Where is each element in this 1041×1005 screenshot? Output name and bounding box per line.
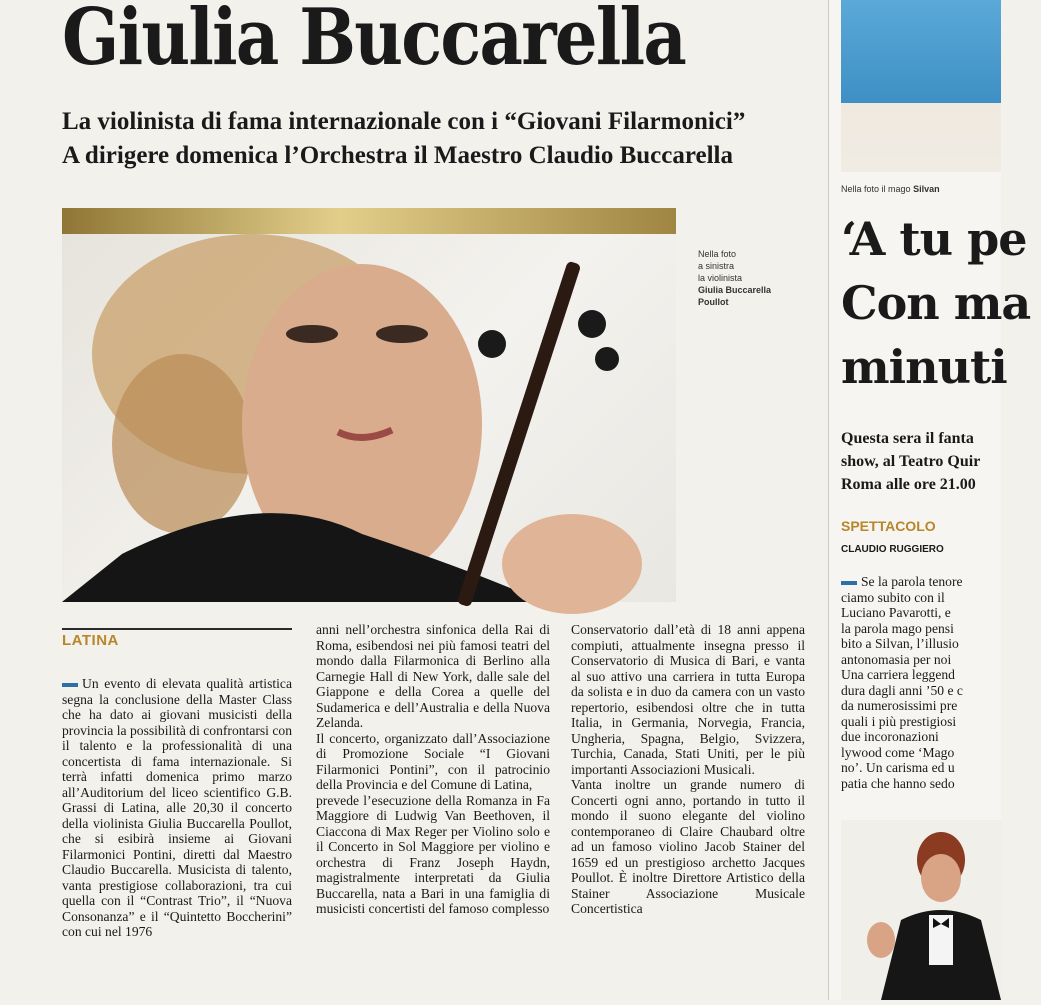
adjacent-article [828, 0, 1031, 1000]
sidebar-body: Se la parola tenore ciamo subito con il Luciano Pavarotti, e la parola mago pensi bito a Silvan, l’illusio antonomasia per noi Una carriera leggend dura dagli anni ’50 e c da numerosissimi pre quali i più prestigiosi due incoronazioni lywood come ‘Mago no’. Un carisma ed u patia che hanno sedo [841, 574, 963, 791]
section-kicker: LATINA [62, 628, 292, 649]
magician-illustration [841, 820, 1001, 1000]
bullet-marker [62, 683, 78, 687]
photo-caption [698, 248, 771, 308]
violinist-photo [62, 208, 676, 602]
subheadline-2: A dirigere domenica l’Orchestra il Maestro Claudio Buccarella [62, 142, 733, 169]
sidebar-headline-line: minuti [841, 340, 1007, 394]
sidebar-subhead-line: Roma alle ore 21.00 [841, 476, 976, 493]
photo-gold-bar [62, 208, 676, 234]
column-1-text: Un evento di elevata qualità artistica segna la conclusione della Master Class che ha dato ai giovani musicisti della provincia la possibilità di confrontarsi con il talento e la professionalità di una concertista di fama internazionale. Si terrà infatti domenica primo marzo all’Auditorium del liceo scientifico G.B. Grassi di Latina, alle 20,30 il concerto della violinista Giulia Buccarella Poullot, che si esibirà insieme ai Giovani Filarmonici Pontini, diretti dal Maestro Claudio Buccarella. Musicista di talento, vanta prestigiose collaborazioni, tra cui quella con il “Contrast Trio”, il “Nuova Consonanza” e il “Quintetto Boccherini” con cui nel 1976 [62, 676, 292, 939]
caption-line: a sinistra [698, 261, 735, 271]
article-column-2: anni nell’orchestra sinfonica della Rai di Roma, esibendosi nei più famosi teatri del mondo dalla Filarmonica di Berlino alla Carnegie Hall di New York, dalle sale del Giappone e della Corea a quelle del Sudamerica e dell’Australia e della Nuova Zelanda. Il concerto, organizzato dall’Associazione di Promozione Sociale “I Giovani Filarmonici Pontini”, con il patrocinio della Provincia e del Comune di Latina, prevede l’esecuzione della Romanza in Fa Maggiore di Ludwig Van Beethoven, il Ciaccona di Max Reger per Violino solo e il Concerto in Sol Maggiore per violino e orchestra di Franz Joseph Haydn, magistralmente interpretati da Giulia Buccarella, nata a Bari in una famiglia di musicisti concertisti del famoso complesso [316, 622, 550, 916]
sidebar-headline-line: ‘A tu pe [841, 212, 1027, 266]
violinist-illustration [62, 234, 676, 602]
magician-photo [841, 0, 1001, 172]
magician-portrait [841, 820, 1001, 1000]
sidebar-author: CLAUDIO RUGGIERO [841, 544, 944, 555]
caption-line: la violinista [698, 273, 743, 283]
sidebar-photo-caption: Nella foto il mago Silvan [841, 184, 940, 194]
headline: Giulia Buccarella [62, 0, 686, 83]
caption-name: Giulia Buccarella [698, 285, 772, 295]
article-column-3: Conservatorio dall’età di 18 anni appena compiuti, attualmente insegna presso il Conservatorio di Musica di Bari, e vanta al suo attivo una carriera in tutta Europa da solista e in duo da camera con un vasto repertorio, esibendosi oltre che in tutta Italia, in Germania, Norvegia, Francia, Ungheria, Spagna, Belgio, Svizzera, Turchia, Canada, Stati Uniti, per le più importanti Associazioni Musicali. Vanta inoltre un grande numero di Concerti ogni anno, portando in tutto il mondo il suono elegante del violino contemporaneo di Claire Chaubard oltre ad un famoso violino Jacob Stainer del 1659 ed un prestigioso archetto Jacques Poullot. È inoltre Direttore Artistico della Stainer Associazione Musicale Concertistica [571, 622, 805, 916]
sidebar-subhead-line: Questa sera il fanta [841, 430, 974, 447]
sidebar-kicker: SPETTACOLO [841, 518, 936, 534]
sidebar-subhead-line: show, al Teatro Quir [841, 453, 981, 470]
caption-line: Nella foto [698, 249, 737, 259]
caption-name: Poullot [698, 297, 729, 307]
bullet-marker [841, 581, 857, 585]
article-column-1 [62, 676, 292, 940]
sidebar-headline-line: Con ma [841, 276, 1031, 330]
subheadline-1: La violinista di fama internazionale con i “Giovani Filarmonici” [62, 108, 746, 135]
